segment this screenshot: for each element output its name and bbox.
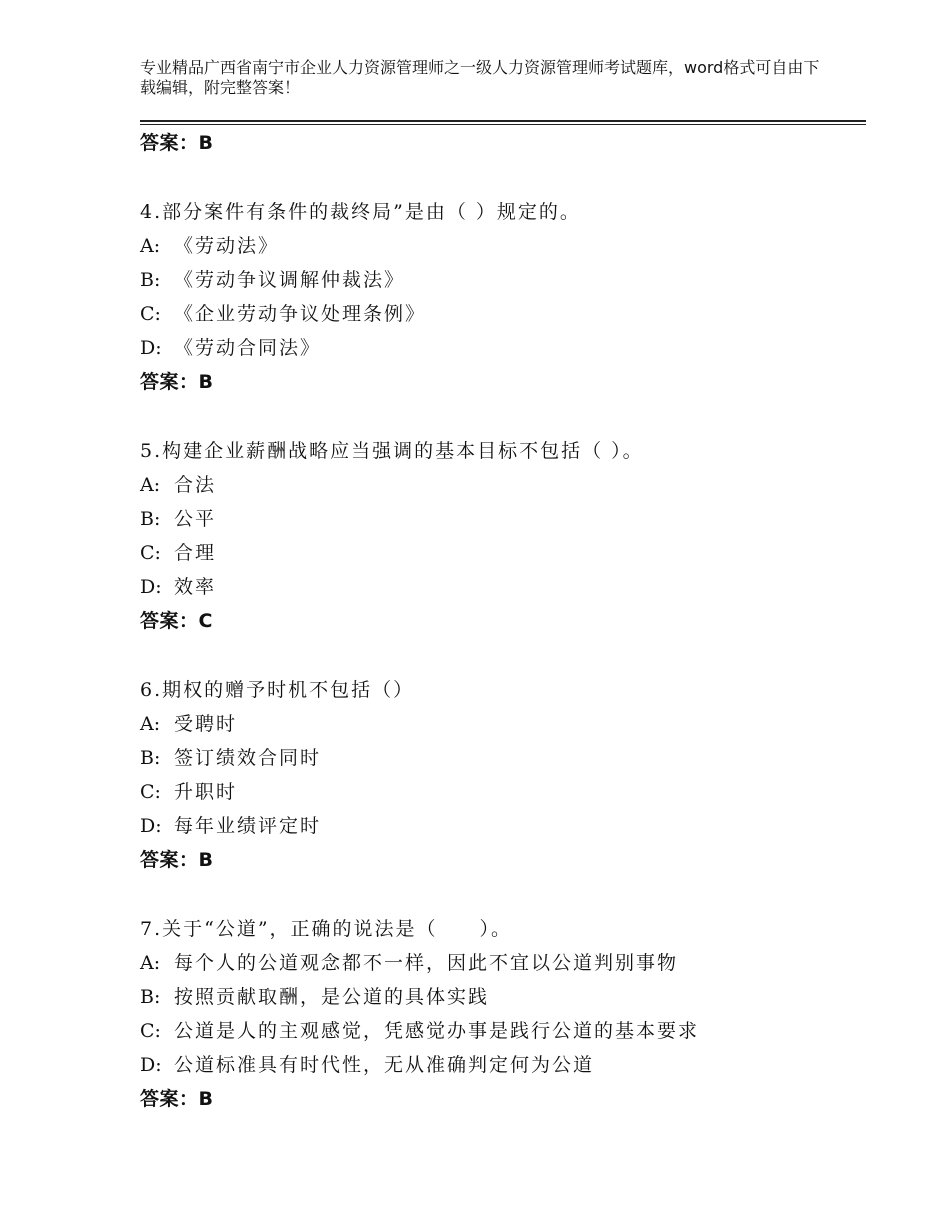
option-key: A:	[140, 235, 161, 257]
option-text: 每年业绩评定时	[174, 815, 322, 837]
spacer	[140, 160, 866, 195]
option-key: A:	[140, 713, 161, 735]
option-d	[140, 809, 866, 843]
header-rule-thin	[140, 124, 866, 125]
option-key: A:	[140, 952, 161, 974]
option-text: 《企业劳动争议处理条例》	[174, 303, 427, 325]
option-c	[140, 1014, 866, 1048]
answer-value: B	[198, 132, 214, 154]
option-d	[140, 570, 866, 604]
answer-line	[140, 126, 866, 160]
option-key: C:	[140, 1020, 161, 1042]
answer-value: C	[198, 610, 213, 632]
spacer	[140, 399, 866, 434]
option-text: 合法	[174, 474, 217, 496]
option-a	[140, 707, 866, 741]
option-b	[140, 502, 866, 536]
option-text: 《劳动合同法》	[174, 337, 322, 359]
option-d	[140, 331, 866, 365]
page-header: 专业精品广西省南宁市企业人力资源管理师之一级人力资源管理师考试题库，word格式可自由下载编辑，附完整答案！	[140, 58, 820, 97]
option-text: 公平	[174, 508, 217, 530]
option-key: D:	[140, 337, 162, 359]
option-key: B:	[140, 747, 161, 769]
option-key: D:	[140, 815, 162, 837]
option-key: B:	[140, 269, 161, 291]
answer-line	[140, 843, 866, 877]
option-text: 《劳动法》	[174, 235, 280, 257]
option-text: 受聘时	[174, 713, 238, 735]
answer-line	[140, 1082, 866, 1116]
option-text: 签订绩效合同时	[174, 747, 322, 769]
answer-label: 答案：	[140, 1088, 199, 1110]
answer-label: 答案：	[140, 132, 199, 154]
spacer	[140, 877, 866, 912]
answer-value: B	[198, 1088, 214, 1110]
spacer	[140, 638, 866, 673]
option-text: 《劳动争议调解仲裁法》	[174, 269, 406, 291]
option-text: 公道标准具有时代性，无从准确判定何为公道	[174, 1054, 595, 1076]
option-text: 合理	[174, 542, 217, 564]
option-c	[140, 775, 866, 809]
option-a	[140, 468, 866, 502]
option-text: 按照贡献取酬，是公道的具体实践	[174, 986, 490, 1008]
option-b	[140, 980, 866, 1014]
option-text: 升职时	[174, 781, 238, 803]
answer-value: B	[198, 849, 214, 871]
option-text: 公道是人的主观感觉，凭感觉办事是践行公道的基本要求	[174, 1020, 700, 1042]
option-text: 每个人的公道观念都不一样，因此不宜以公道判别事物	[174, 952, 679, 974]
option-key: D:	[140, 576, 162, 598]
option-key: C:	[140, 303, 161, 325]
option-text: 效率	[174, 576, 217, 598]
answer-line	[140, 365, 866, 399]
answer-label: 答案：	[140, 371, 199, 393]
answer-label: 答案：	[140, 610, 199, 632]
question-text: 5.构建企业薪酬战略应当强调的基本目标不包括（ ）。	[140, 440, 644, 462]
answer-line	[140, 604, 866, 638]
header-rule-thick	[140, 120, 866, 122]
option-b	[140, 741, 866, 775]
question-text: 6.期权的赠予时机不包括（）	[140, 679, 415, 701]
option-key: B:	[140, 508, 161, 530]
question-text: 4.部分案件有条件的裁终局”是由（ ）规定的。	[140, 201, 581, 223]
question-text: 7.关于“公道”，正确的说法是（ ）。	[140, 918, 513, 940]
option-c	[140, 536, 866, 570]
answer-value: B	[198, 371, 214, 393]
option-key: D:	[140, 1054, 162, 1076]
option-key: A:	[140, 474, 161, 496]
question-list	[140, 126, 866, 1116]
option-a	[140, 229, 866, 263]
option-key: C:	[140, 542, 161, 564]
option-key: C:	[140, 781, 161, 803]
option-key: B:	[140, 986, 161, 1008]
option-d	[140, 1048, 866, 1082]
option-a	[140, 946, 866, 980]
option-c	[140, 297, 866, 331]
option-b	[140, 263, 866, 297]
answer-label: 答案：	[140, 849, 199, 871]
